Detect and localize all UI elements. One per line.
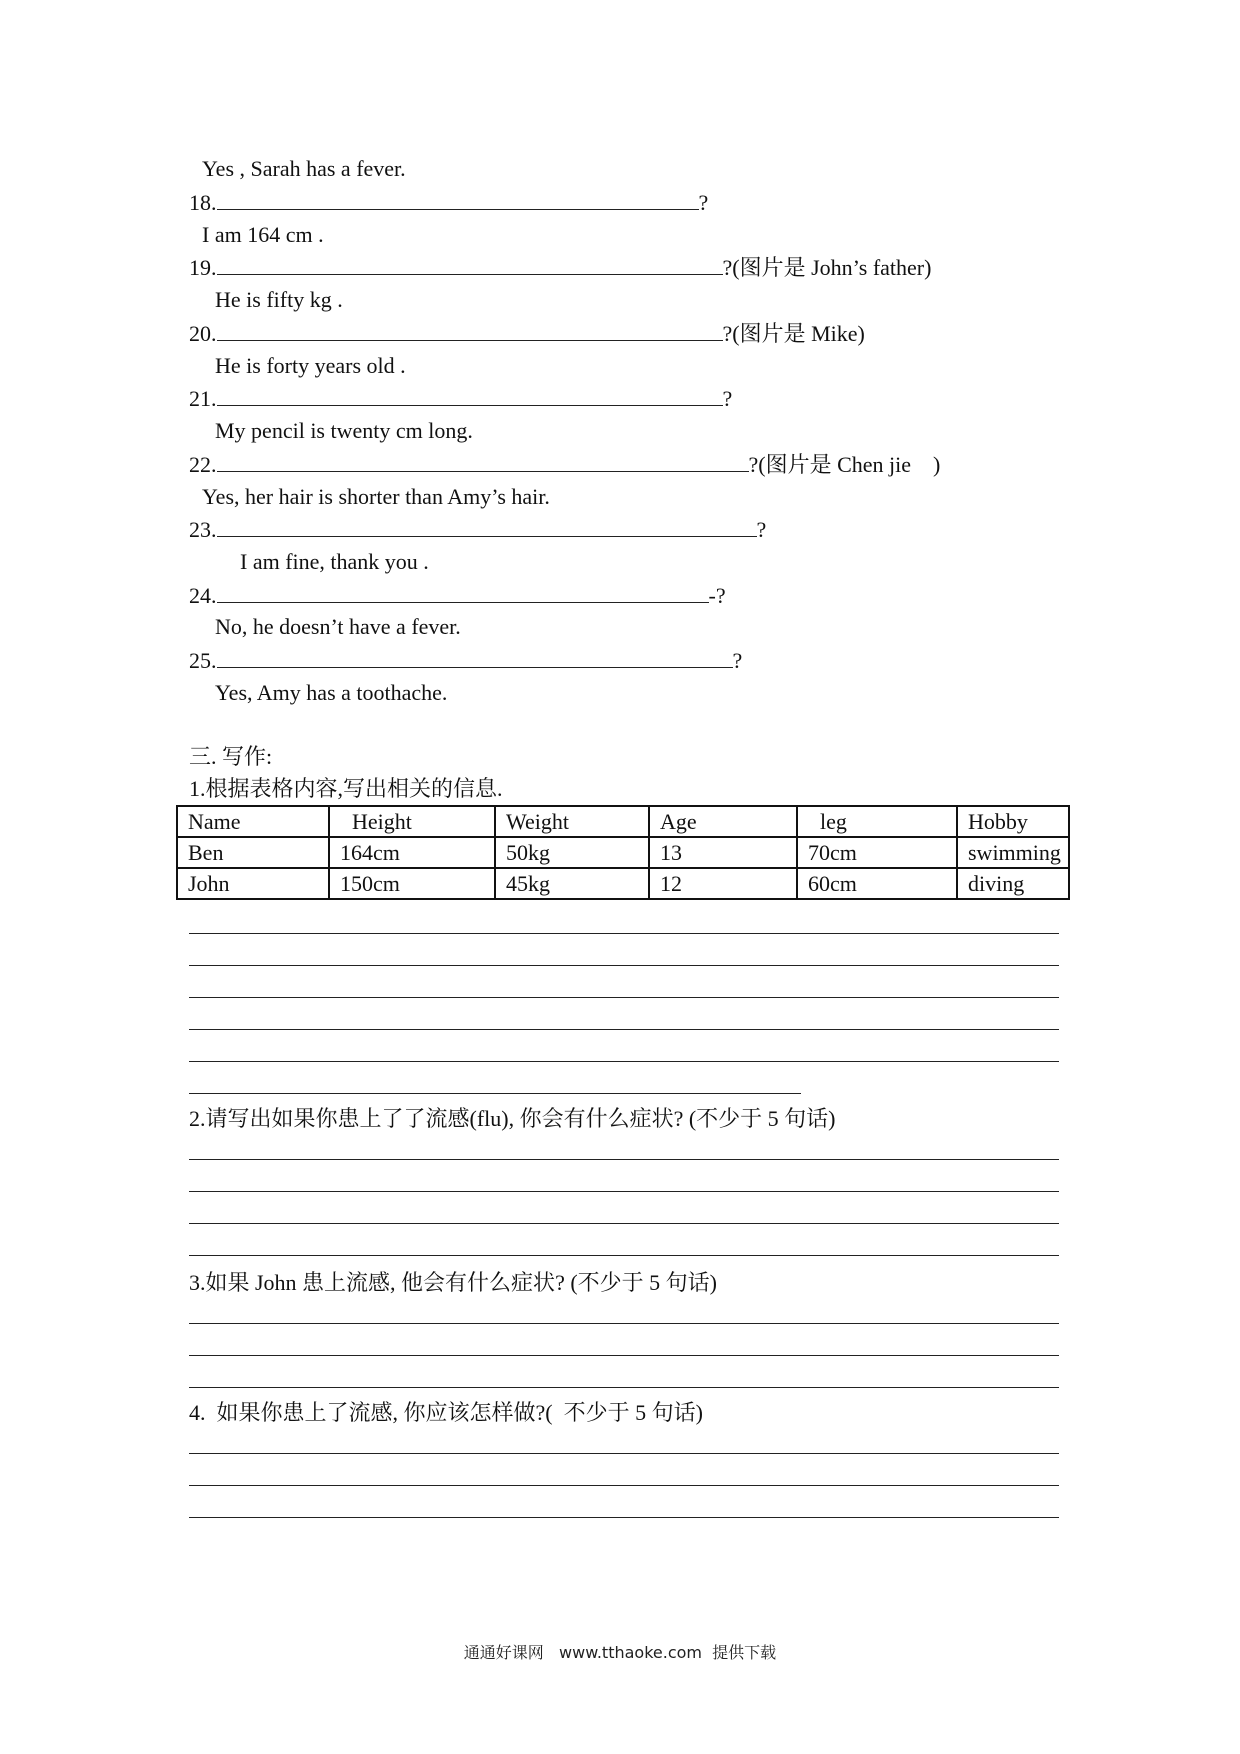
question-number: 20.	[189, 321, 217, 346]
table-header-cell: Hobby	[957, 806, 1069, 837]
answer-25: Yes, Amy has a toothache.	[215, 680, 448, 705]
task-2-prompt: 2.请写出如果你患上了了流感(flu), 你会有什么症状? (不少于 5 句话)	[189, 1106, 836, 1131]
question-number: 23.	[189, 517, 217, 542]
table-cell: swimming	[957, 837, 1069, 868]
answer-23: I am fine, thank you .	[240, 549, 429, 574]
writing-line[interactable]	[189, 1223, 1059, 1224]
writing-line[interactable]	[189, 1485, 1059, 1486]
table-cell: 45kg	[495, 868, 649, 899]
writing-line[interactable]	[189, 1191, 1059, 1192]
answer-18: I am 164 cm .	[202, 222, 324, 247]
question-number: 25.	[189, 648, 217, 673]
question-18	[189, 189, 708, 216]
table-header-cell: leg	[797, 806, 957, 837]
answer-blank[interactable]	[217, 582, 709, 603]
writing-line[interactable]	[189, 1255, 1059, 1256]
q17-answer: Yes , Sarah has a fever.	[202, 156, 406, 181]
question-number: 21.	[189, 386, 217, 411]
answer-24: No, he doesn’t have a fever.	[215, 614, 461, 639]
writing-section-title: 三. 写作:	[189, 744, 273, 769]
question-tail: ?(图片是 Chen jie )	[748, 452, 941, 477]
task-1-prompt: 1.根据表格内容,写出相关的信息.	[189, 776, 503, 801]
table-cell: Ben	[177, 837, 329, 868]
answer-19: He is fifty kg .	[215, 287, 343, 312]
writing-line[interactable]	[189, 965, 1059, 966]
answer-22: Yes, her hair is shorter than Amy’s hair.	[202, 484, 550, 509]
writing-line[interactable]	[189, 1387, 1059, 1388]
question-number: 19.	[189, 255, 217, 280]
writing-line[interactable]	[189, 1061, 1059, 1062]
writing-line[interactable]	[189, 1517, 1059, 1518]
answer-blank[interactable]	[217, 451, 749, 472]
table-header-cell: Height	[329, 806, 495, 837]
table-row	[177, 868, 1069, 899]
question-21	[189, 385, 732, 412]
table-header-row	[177, 806, 1069, 837]
answer-blank[interactable]	[217, 385, 723, 406]
question-25	[189, 647, 742, 674]
question-tail: -?	[708, 583, 726, 608]
task-3-prompt: 3.如果 John 患上流感, 他会有什么症状? (不少于 5 句话)	[189, 1270, 717, 1295]
question-number: 24.	[189, 583, 217, 608]
writing-line[interactable]	[189, 1453, 1059, 1454]
answer-21: My pencil is twenty cm long.	[215, 418, 473, 443]
question-19	[189, 254, 931, 281]
table-cell: 13	[649, 837, 797, 868]
writing-line[interactable]	[189, 933, 1059, 934]
table-header-cell: Age	[649, 806, 797, 837]
writing-line[interactable]	[189, 997, 1059, 998]
answer-blank[interactable]	[217, 516, 757, 537]
writing-line[interactable]	[189, 1093, 801, 1094]
table-cell: 50kg	[495, 837, 649, 868]
writing-line[interactable]	[189, 1323, 1059, 1324]
page-footer: 通通好课网 www.tthaoke.com 提供下载	[463, 1643, 777, 1662]
table-cell: diving	[957, 868, 1069, 899]
table-cell: 164cm	[329, 837, 495, 868]
question-20	[189, 320, 865, 347]
question-tail: ?	[756, 517, 767, 542]
question-24	[189, 582, 726, 609]
table-cell: John	[177, 868, 329, 899]
table-cell: 150cm	[329, 868, 495, 899]
writing-line[interactable]	[189, 1159, 1059, 1160]
question-23	[189, 516, 766, 543]
question-22	[189, 451, 940, 478]
task-4-prompt: 4. 如果你患上了流感, 你应该怎样做?( 不少于 5 句话)	[189, 1400, 703, 1425]
table-row	[177, 837, 1069, 868]
table-header-cell: Name	[177, 806, 329, 837]
writing-line[interactable]	[189, 1029, 1059, 1030]
answer-blank[interactable]	[217, 254, 723, 275]
question-tail: ?(图片是 Mike)	[722, 321, 865, 346]
question-number: 18.	[189, 190, 217, 215]
table-cell: 12	[649, 868, 797, 899]
writing-line[interactable]	[189, 1355, 1059, 1356]
question-number: 22.	[189, 452, 217, 477]
table-cell: 60cm	[797, 868, 957, 899]
answer-blank[interactable]	[217, 320, 723, 341]
question-tail: ?	[722, 386, 733, 411]
answer-blank[interactable]	[217, 647, 733, 668]
info-table	[176, 805, 1070, 900]
answer-blank[interactable]	[217, 189, 699, 210]
table-header-cell: Weight	[495, 806, 649, 837]
question-tail: ?	[698, 190, 709, 215]
answer-20: He is forty years old .	[215, 353, 406, 378]
question-tail: ?(图片是 John’s father)	[722, 255, 932, 280]
table-cell: 70cm	[797, 837, 957, 868]
question-tail: ?	[732, 648, 743, 673]
